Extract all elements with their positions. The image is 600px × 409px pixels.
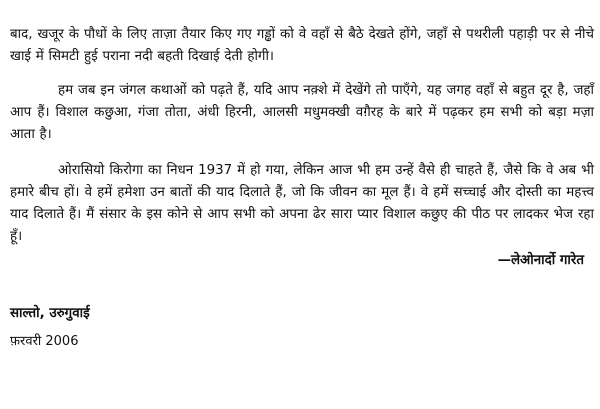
letter-date: फ़रवरी 2006 (10, 334, 79, 349)
letter-place: साल्तो, उरुगुवाई (10, 306, 90, 321)
author-signature: —लेओनार्दो गारेत (497, 253, 584, 268)
paragraph-jungle-stories: हम जब इन जंगल कथाओं को पढ़ते हैं, यदि आप नक़्शे में देखेंगे तो पाएँगे, यह जगह वहाँ से बहुत दूर है, जहाँ आप हैं। विशाल कछुआ, गंजा तोता, अंधी हिरनी, आलसी मधुमक्खी वग़ैरह के बारे में पढ़कर हम सभी को बड़ा मज़ा आता है। (10, 83, 594, 142)
paragraph-author-tribute: ओरासियो किरोगा का निधन 1937 में हो गया, लेकिन आज भी हम उन्हें वैसे ही चाहते हैं, जैसे कि वे अब भी हमारे बीच हों। वे हमें हमेशा उन बातों की याद दिलाते हैं, जो कि जीवन का मूल हैं। वे हमें सच्चाई और दोस्ती का महत्त्व याद दिलाते हैं। मैं संसार के इस कोने से आप सभी को अपना ढेर सारा प्यार विशाल कछुए की पीठ पर लादकर भेज रहा हूँ। (10, 163, 594, 244)
paragraph-continuation: बाद, खजूर के पौधों के लिए ताज़ा तैयार किए गए गड्ढों को वे वहाँ से बैठे देखते होंगे, जहाँ से पथरीली पहाड़ी पर से नीचे खाई में सिमटी हुई पराना नदी बहती दिखाई देती होगी। (10, 27, 594, 64)
